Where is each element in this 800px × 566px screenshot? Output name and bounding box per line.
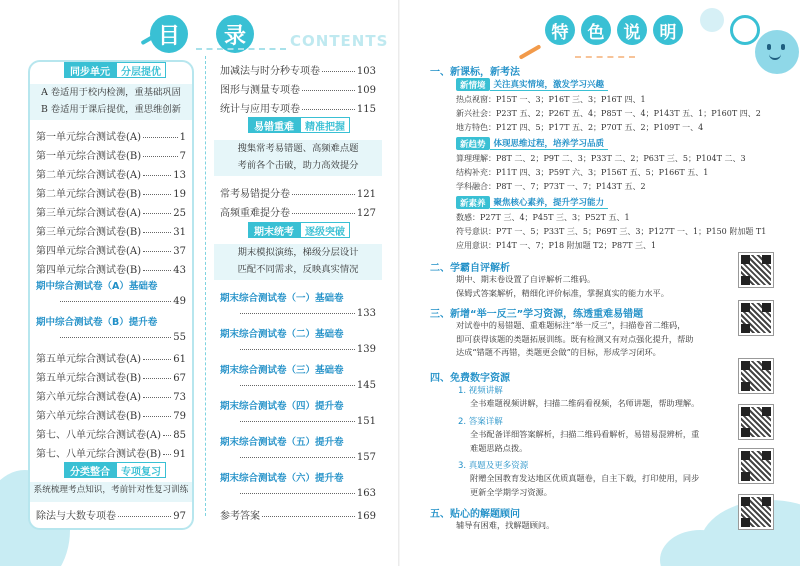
title-char: 目 — [150, 15, 188, 53]
smiley-icon — [755, 30, 799, 74]
resource-title: 3. 真题及更多资源 — [458, 461, 529, 471]
resource-title: 2. 答案详解 — [458, 417, 503, 427]
toc-entry[interactable]: 高频重难提分卷 127 — [220, 208, 376, 219]
qr-code[interactable] — [738, 494, 774, 530]
features-title — [545, 15, 683, 45]
toc-entry[interactable]: 第七、八单元综合测试卷(B) 91 — [36, 449, 186, 460]
qr-code[interactable] — [738, 358, 774, 394]
section-tag: 同步单元 — [64, 62, 116, 78]
toc-entry[interactable]: 图形与测量专项卷 109 — [220, 85, 376, 96]
resource-text: 全书难题视频讲解，扫描二维码看视频，名师讲题，帮助理解。 — [470, 398, 700, 408]
toc-entry[interactable]: 第三单元综合测试卷(A) 25 — [36, 208, 186, 219]
toc-entry[interactable]: 第一单元综合测试卷(A) 1 — [36, 132, 186, 143]
title-char: 特 — [545, 15, 575, 45]
section-desc-classify — [30, 482, 192, 502]
text-line: 地方特色：P12T 四、5；P17T 五、2；P70T 五、2；P109T 一、4 — [456, 123, 704, 132]
desc-line: 搜集常考易错题、高频难点题 — [237, 143, 359, 154]
text-line: 结构补充：P11T 四、3；P59T 六、3；P156T 五、5；P166T 五、1 — [456, 168, 709, 177]
text-line: 学科融合：P8T 一、7；P73T 一、7；P143T 五、2 — [456, 182, 646, 191]
contents-label: CONTENTS — [290, 32, 389, 50]
qr-code[interactable] — [738, 404, 774, 440]
section-text: 辅导有困难，找解题顾问。 — [456, 520, 555, 530]
toc-entry-final[interactable]: 期末综合测试卷（二）基础卷 — [220, 329, 344, 340]
toc-entry[interactable]: 第四单元综合测试卷(B) 43 — [36, 265, 186, 276]
toc-page-number: 145 — [240, 380, 376, 391]
desc-line: 系统梳理考点知识，考前针对性复习训练 — [33, 485, 189, 495]
section-desc-sync — [30, 84, 192, 120]
desc-line: 考前各个击破，助力高效提分 — [237, 160, 359, 171]
toc-page-number: 55 — [60, 332, 186, 343]
toc-entry-final[interactable]: 期末综合测试卷（三）基础卷 — [220, 365, 344, 376]
qr-code[interactable] — [738, 252, 774, 288]
decorative-wave — [196, 48, 286, 50]
section-text: 期中、期末卷设置了自评解析二维码。 保姆式答案解析，精细化评价标准，掌握真实的能力水平。 — [456, 274, 669, 298]
section-text: 对试卷中的易错题、重难题标注“举一反三”，扫描卷首二维码， 即可获得该题的类题拓展训练。既有检测又有对点强化提升，帮助 达成“错题不再错，类题更会做”的目标，形成学习闭环。 — [456, 320, 694, 357]
toc-page-number: 49 — [60, 296, 186, 307]
toc-entry[interactable]: 统计与应用专项卷 115 — [220, 104, 376, 115]
toc-entry[interactable]: 第六单元综合测试卷(A) 73 — [36, 392, 186, 403]
toc-entry[interactable]: 第七、八单元综合测试卷(A) 85 — [36, 430, 186, 441]
section-subtitle: 精准把握 — [300, 117, 350, 133]
toc-entry[interactable]: 第四单元综合测试卷(A) 37 — [36, 246, 186, 257]
section-tag: 易错重难 — [248, 117, 300, 133]
desc-line: B 卷适用于课后提优，重思维创新 — [41, 104, 181, 115]
features-page — [400, 0, 800, 566]
toc-entry[interactable]: 第二单元综合测试卷(A) 13 — [36, 170, 186, 181]
title-char: 色 — [581, 15, 611, 45]
section-banner-errors — [248, 117, 350, 133]
toc-entry[interactable]: 第一单元综合测试卷(B) 7 — [36, 151, 186, 162]
section-tag: 分类整合 — [64, 462, 116, 478]
section-heading: 二、学霸自评解析 — [430, 263, 510, 274]
title-char: 明 — [653, 15, 683, 45]
text-line: 符号意识：P7T 一、5；P33T 三、5；P69T 三、3；P127T 一、1；P150 附加题 T1 — [456, 227, 767, 236]
title-char: 录 — [216, 15, 254, 53]
toc-entry[interactable]: 第五单元综合测试卷(B) 67 — [36, 373, 186, 384]
toc-entry-answers[interactable]: 参考答案 169 — [220, 511, 376, 522]
section-subtitle: 专项复习 — [116, 462, 166, 478]
toc-entry[interactable]: 第二单元综合测试卷(B) 19 — [36, 189, 186, 200]
toc-entry-final[interactable]: 期末综合测试卷（六）提升卷 — [220, 473, 344, 484]
toc-page-number: 151 — [240, 416, 376, 427]
magnifier-icon — [730, 15, 760, 45]
toc-entry-final[interactable]: 期末综合测试卷（一）基础卷 — [220, 293, 344, 304]
toc-entry[interactable]: 第三单元综合测试卷(B) 31 — [36, 227, 186, 238]
title-char: 说 — [617, 15, 647, 45]
feature-tag: 新趋势 体现思维过程，培养学习品质 — [456, 137, 608, 150]
toc-entry-midterm-b[interactable]: 期中综合测试卷（B）提升卷 — [36, 317, 158, 328]
section-subtitle: 分层提优 — [116, 62, 166, 78]
text-line: 算理理解：P8T 二、2；P9T 二、3；P33T 二、2；P63T 三、5；P104T 二、3 — [456, 154, 746, 163]
toc-entry[interactable]: 第五单元综合测试卷(A) 61 — [36, 354, 186, 365]
section-heading: 四、免费数字资源 — [430, 373, 510, 384]
desc-line: 匹配不同需求，反映真实情况 — [237, 264, 359, 275]
text-line: 热点视窗：P15T 一、3；P16T 三、3；P16T 四、1 — [456, 95, 646, 104]
section-banner-final — [248, 222, 350, 238]
column-divider — [205, 56, 206, 516]
resource-title: 1. 视频讲解 — [458, 386, 503, 396]
resource-text: 全书配备详细答案解析，扫描二维码看解析，易错易混辨析，重 难题思路点拨。 — [470, 429, 700, 453]
toc-entry-midterm-a[interactable]: 期中综合测试卷（A）基础卷 — [36, 281, 158, 292]
section-heading: 三、新增“举一反三”学习资源，练透重难易错题 — [430, 309, 644, 320]
toc-page-number: 139 — [240, 344, 376, 355]
section-subtitle: 逐级突破 — [300, 222, 350, 238]
toc-page-number: 157 — [240, 452, 376, 463]
toc-entry[interactable]: 第六单元综合测试卷(B) 79 — [36, 411, 186, 422]
section-heading: 一、新课标，新考法 — [430, 67, 520, 78]
toc-entry[interactable]: 常考易错提分卷 121 — [220, 189, 376, 200]
section-banner-sync — [64, 62, 166, 78]
text-line: 新兴社会：P23T 五、2；P26T 五、4；P85T 一、4；P143T 五、1；P160T 四、2 — [456, 109, 761, 118]
section-tag: 期末统考 — [248, 222, 300, 238]
toc-page-number: 163 — [240, 488, 376, 499]
section-heading: 五、贴心的解题顾问 — [430, 509, 520, 520]
toc-entry[interactable]: 除法与大数专项卷 97 — [36, 511, 186, 522]
qr-code[interactable] — [738, 448, 774, 484]
toc-entry[interactable]: 加减法与时分秒专项卷 103 — [220, 66, 376, 77]
section-banner-classify — [64, 462, 166, 478]
desc-line: 期末模拟演练，梯级分层设计 — [237, 247, 359, 258]
toc-entry-final[interactable]: 期末综合测试卷（四）提升卷 — [220, 401, 344, 412]
pencil-icon — [519, 44, 542, 59]
text-line: 应用意识：P14T 一、7；P18 附加题 T2；P87T 三、1 — [456, 241, 657, 250]
decorative-wave — [575, 56, 635, 58]
resource-text: 附赠全国教育发达地区优质真题卷，自主下载，打印使用，同步 更新全学期学习资源。 — [470, 473, 700, 497]
text-line: 数感：P27T 三、4；P45T 三、3；P52T 五、1 — [456, 213, 630, 222]
decorative-bubble — [700, 8, 724, 32]
toc-page-number: 133 — [240, 308, 376, 319]
feature-tag: 新素养 聚焦核心素养，提升学习能力 — [456, 196, 608, 209]
section-desc-final — [214, 244, 382, 280]
desc-line: A 卷适用于校内检测，重基础巩固 — [41, 87, 181, 98]
feature-tag: 新情境 关注真实情境，激发学习兴趣 — [456, 78, 608, 91]
qr-code[interactable] — [738, 300, 774, 336]
section-desc-errors — [214, 140, 382, 176]
toc-entry-final[interactable]: 期末综合测试卷（五）提升卷 — [220, 437, 344, 448]
